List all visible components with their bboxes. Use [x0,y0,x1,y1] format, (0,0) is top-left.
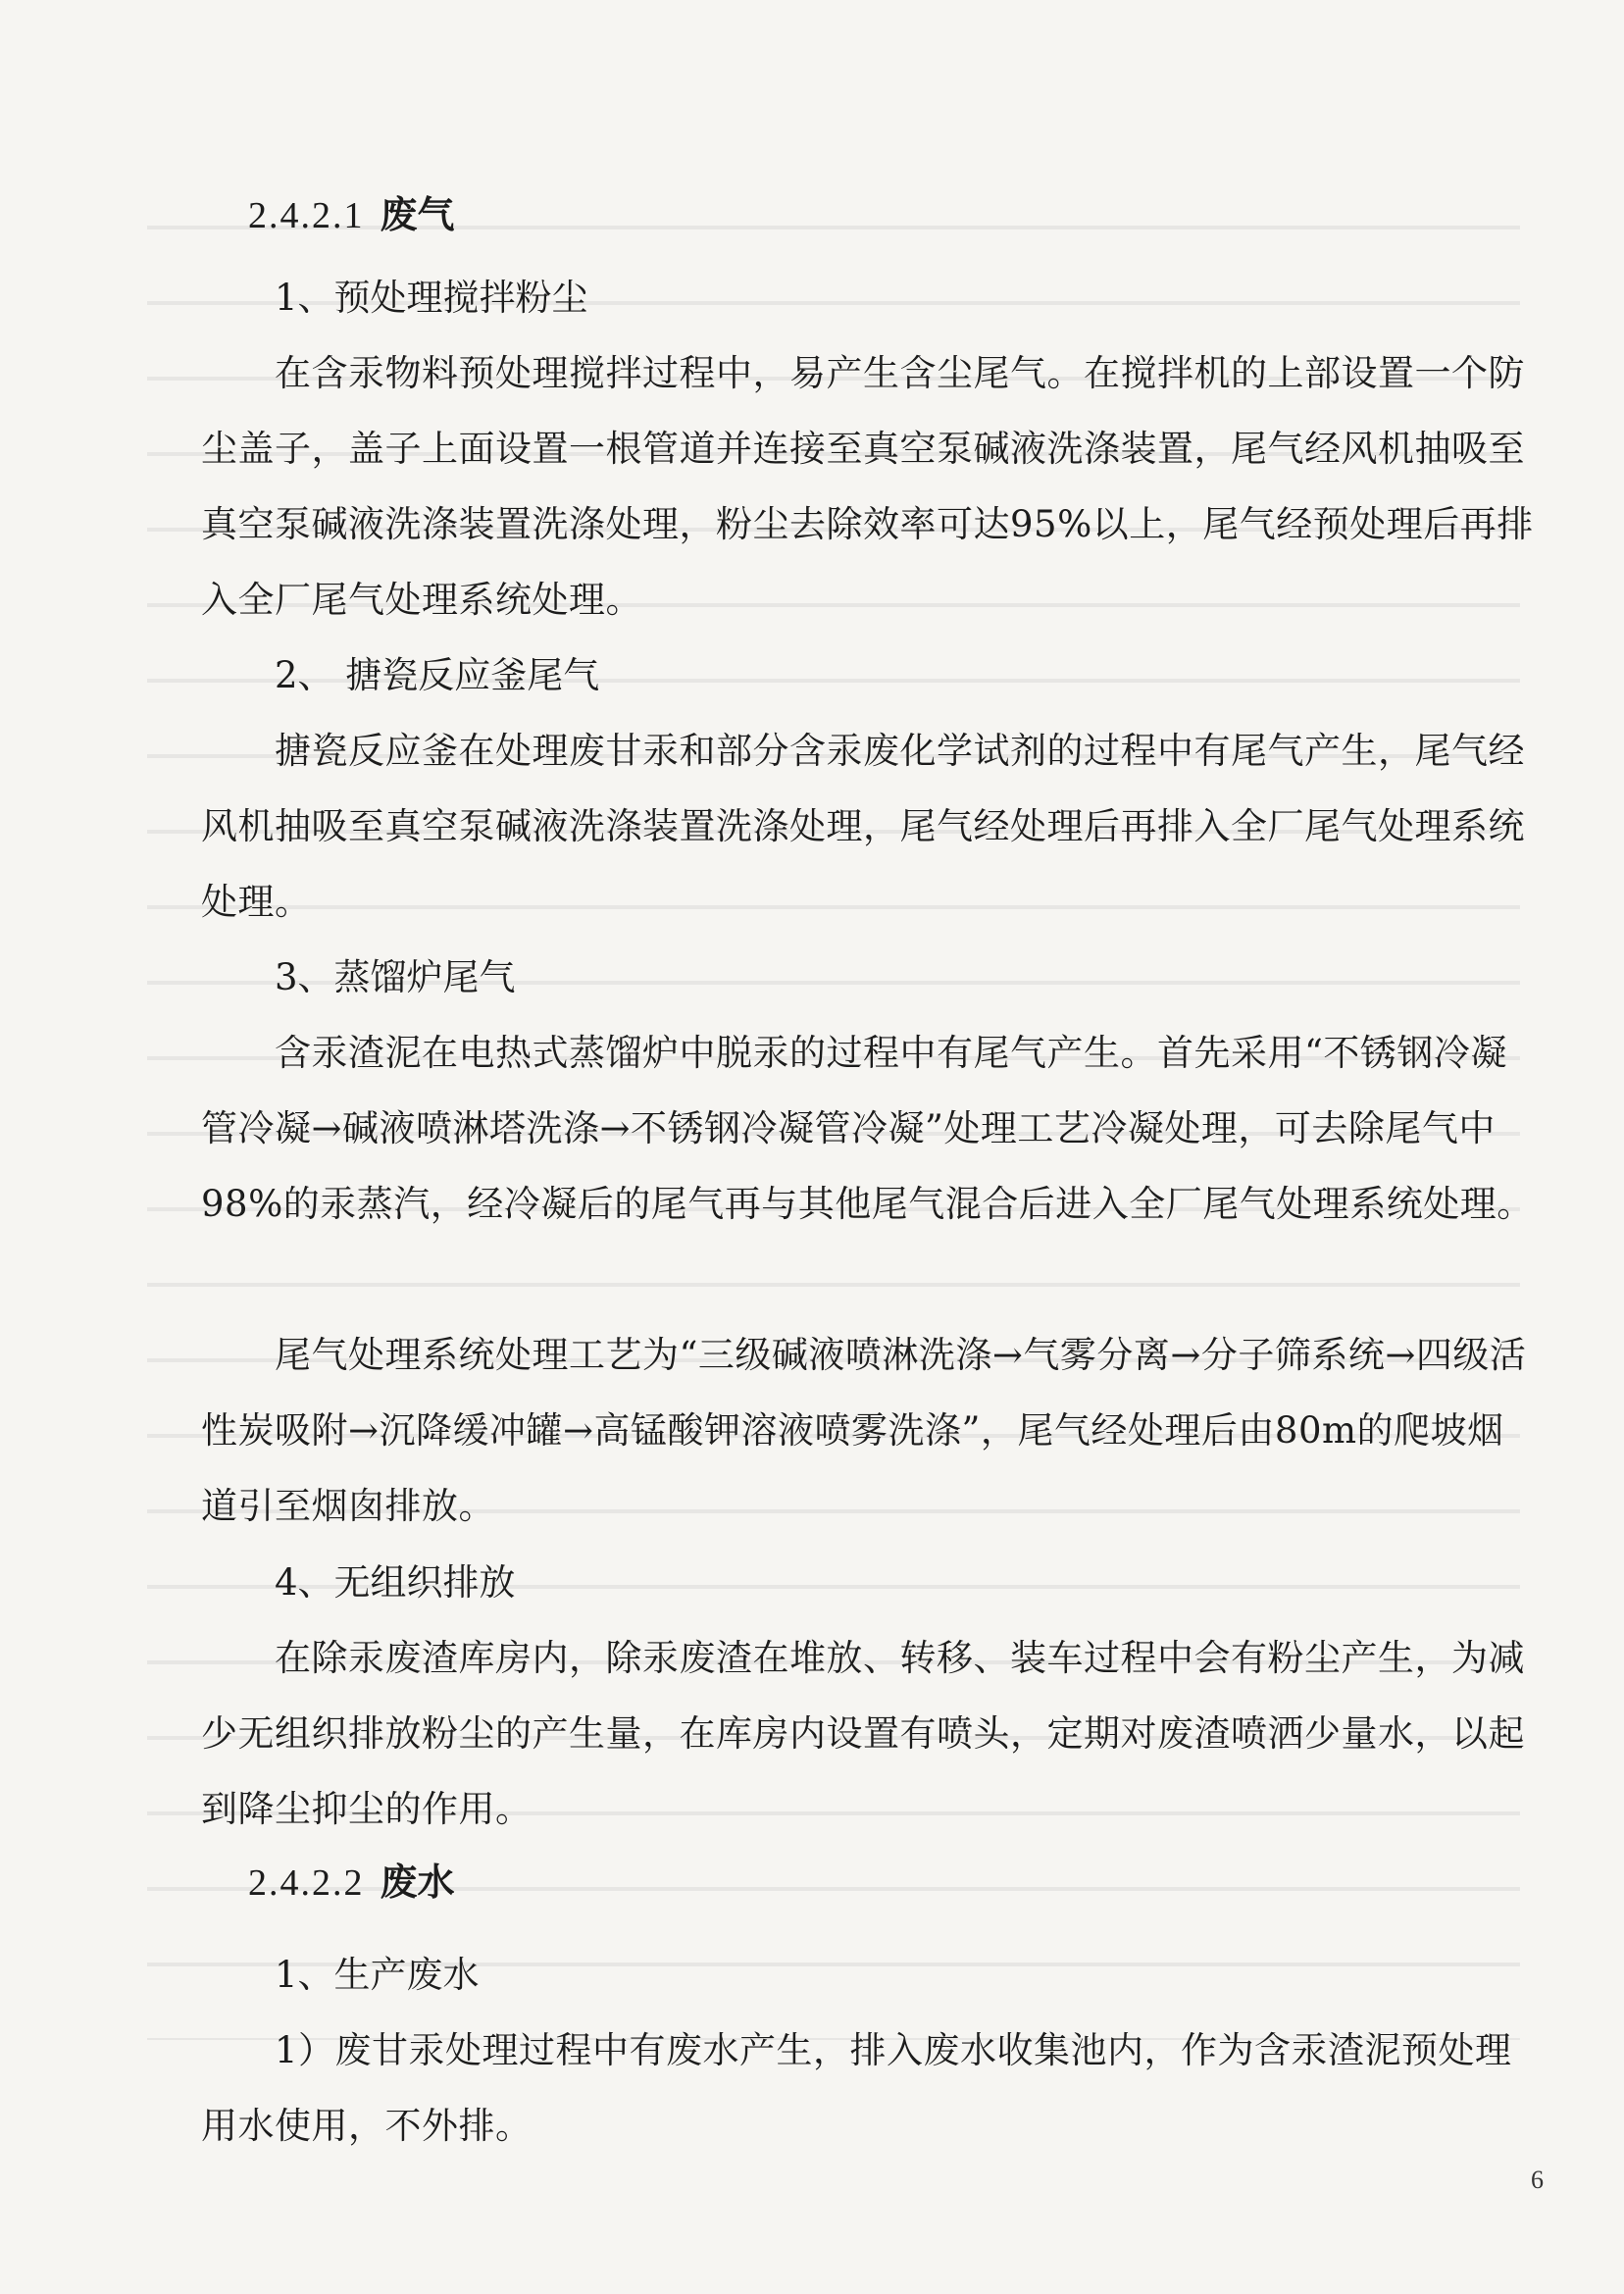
paragraph-dust: 在含汞物料预处理搅拌过程中，易产生含尘尾气。在搅拌机的上部设置一个防尘盖子，盖子上面设置一根管道并连接至真空泵碱液洗涤装置，尾气经风机抽吸至真空泵碱液洗涤装置洗涤处理，粉尘去除效率可达95%以上，尾气经预处理后再排入全厂尾气处理系统处理。 [201,352,1534,621]
paragraph-fugitive: 在除汞废渣库房内，除汞废渣在堆放、转移、装车过程中会有粉尘产生，为减少无组织排放粉尘的产生量，在库房内设置有喷头，定期对废渣喷洒少量水，以起到降尘抑尘的作用。 [201,1637,1525,1830]
section-title: 废水 [380,1860,455,1904]
section-heading-waste-gas [248,177,455,254]
item-title-reactor: 2、 搪瓷反应釜尾气 [275,654,600,696]
paragraph-production-water: 1）废甘汞处理过程中有废水产生，排入废水收集池内，作为含汞渣泥预处理用水使用，不外排。 [201,2029,1512,2147]
page-number: 6 [1531,2166,1544,2194]
section-number: 2.4.2.2 [248,1862,365,1904]
paragraph-treatment-system: 尾气处理系统处理工艺为“三级碱液喷淋洗涤→气雾分离→分子筛系统→四级活性炭吸附→沉降缓冲罐→高锰酸钾溶液喷雾洗涤”，尾气经处理后由80m的爬坡烟道引至烟囱排放。 [201,1334,1527,1527]
item-title-production-water: 1、生产废水 [275,1954,480,1996]
item-title-dust: 1、预处理搅拌粉尘 [275,277,588,319]
paragraph-furnace: 含汞渣泥在电热式蒸馏炉中脱汞的过程中有尾气产生。首先采用“不锈钢冷凝管冷凝→碱液喷淋塔洗涤→不锈钢冷凝管冷凝”处理工艺冷凝处理，可去除尾气中98%的汞蒸汽，经冷凝后的尾气再与其他尾气混合后进入全厂尾气处理系统处理。 [201,1032,1534,1225]
section-heading-waste-water [248,1844,455,1921]
paragraph-reactor: 搪瓷反应釜在处理废甘汞和部分含汞废化学试剂的过程中有尾气产生，尾气经风机抽吸至真空泵碱液洗涤装置洗涤处理，尾气经处理后再排入全厂尾气处理系统处理。 [201,730,1525,923]
item-title-furnace: 3、蒸馏炉尾气 [275,956,516,998]
item-title-fugitive: 4、无组织排放 [275,1561,516,1604]
section-title: 废气 [380,192,455,236]
section-number: 2.4.2.1 [248,195,365,236]
